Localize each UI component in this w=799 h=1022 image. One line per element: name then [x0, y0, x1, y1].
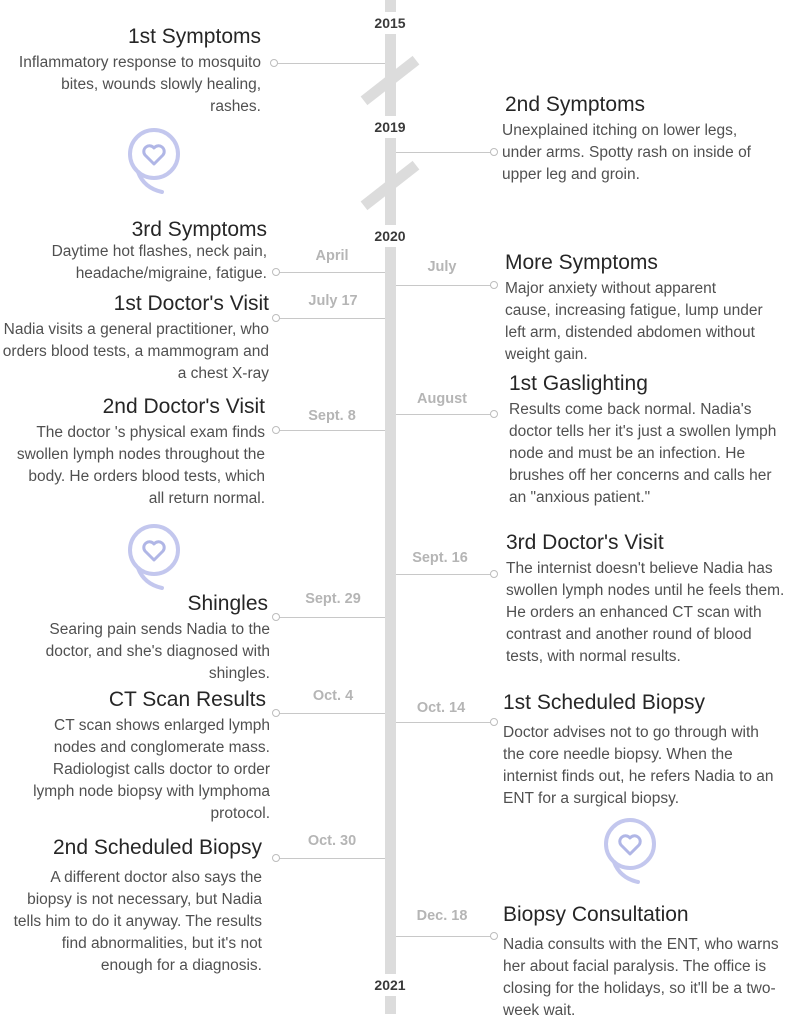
connector-dot [490, 281, 498, 289]
event-title: 3rd Doctor's Visit [506, 531, 664, 554]
event-2nd-symptoms [502, 92, 762, 186]
connector-dot [490, 932, 498, 940]
connector-dot [490, 570, 498, 578]
connector-line [396, 574, 492, 575]
event-date: Dec. 18 [416, 908, 468, 924]
year-label: 2021 [360, 974, 420, 996]
timeline-axis [385, 0, 396, 1014]
event-3rd-symptoms [7, 217, 267, 285]
event-title: 3rd Symptoms [131, 218, 267, 241]
event-description: Results come back normal. Nadia's doctor tells her it's just a swollen lymph node and must be an infection. He brushes off her concerns and calls her an "anxious patient." [509, 401, 777, 506]
event-date: August [417, 391, 467, 407]
connector-line [396, 722, 492, 723]
year-label: 2015 [360, 12, 420, 34]
connector-dot [272, 709, 280, 717]
year-label: 2019 [360, 116, 420, 138]
connector-line [278, 272, 385, 273]
connector-dot [490, 410, 498, 418]
connector-line [276, 63, 385, 64]
event-2nd-scheduled-biopsy [6, 835, 262, 977]
event-title: 1st Scheduled Biopsy [503, 691, 705, 714]
event-title: CT Scan Results [108, 688, 266, 711]
event-title: 2nd Symptoms [505, 93, 646, 116]
connector-line [278, 318, 385, 319]
connector-dot [272, 854, 280, 862]
event-date: Sept. 29 [305, 591, 361, 607]
event-2nd-doctors-visit [13, 394, 265, 510]
connector-dot [272, 613, 280, 621]
event-description: Daytime hot flashes, neck pain, headache/migraine, fatigue. [51, 243, 267, 282]
event-title: 1st Doctor's Visit [113, 292, 269, 315]
heart-bubble-icon [126, 126, 182, 194]
event-title: 2nd Scheduled Biopsy [53, 836, 262, 859]
event-title: 2nd Doctor's Visit [102, 395, 265, 418]
event-1st-scheduled-biopsy [503, 690, 779, 810]
connector-line [278, 430, 385, 431]
event-date: July 17 [308, 293, 358, 309]
event-description: Unexplained itching on lower legs, under arms. Spotty rash on inside of upper leg and groin. [502, 122, 751, 183]
event-title: More Symptoms [505, 251, 658, 274]
connector-line [396, 414, 492, 415]
event-title: Shingles [187, 592, 268, 615]
connector-line [278, 617, 385, 618]
event-title: 1st Symptoms [127, 25, 261, 48]
event-date: Oct. 4 [312, 688, 354, 704]
event-description: Major anxiety without apparent cause, increasing fatigue, lump under left arm, distended abdomen without weight gain. [505, 280, 763, 363]
event-date: Oct. 30 [307, 833, 357, 849]
connector-dot [272, 268, 280, 276]
event-description: Searing pain sends Nadia to the doctor, and she's diagnosed with shingles. [45, 621, 270, 682]
event-date: Sept. 16 [412, 550, 468, 566]
event-3rd-doctors-visit [506, 530, 786, 668]
heart-bubble-icon [126, 522, 182, 590]
event-title: 1st Gaslighting [509, 372, 648, 395]
connector-line [396, 936, 492, 937]
connector-dot [270, 59, 278, 67]
event-description: Inflammatory response to mosquito bites, wounds slowly healing, rashes. [18, 54, 261, 115]
connector-line [396, 285, 492, 286]
event-shingles [10, 591, 270, 685]
connector-line [396, 152, 492, 153]
event-description: The doctor 's physical exam finds swollen lymph nodes throughout the body. He orders blood tests, which all return normal. [16, 424, 265, 507]
event-biopsy-consultation [503, 902, 791, 1022]
event-description: Nadia visits a general practitioner, who orders blood tests, a mammogram and a chest X-ray [2, 321, 269, 382]
event-description: A different doctor also says the biopsy is not necessary, but Nadia tells him to do it anyway. The results find abnormalities, but it's not enough for a diagnosis. [13, 869, 262, 974]
event-1st-symptoms [11, 24, 261, 118]
event-date: Sept. 8 [308, 408, 356, 424]
event-description: Nadia consults with the ENT, who warns her about facial paralysis. The office is closing for the holidays, so it'll be a two-week wait. [503, 936, 779, 1019]
connector-line [278, 858, 385, 859]
event-description: Doctor advises not to go through with the core needle biopsy. When the internist finds out, he refers Nadia to an ENT for a surgical biopsy. [503, 724, 774, 807]
event-description: The internist doesn't believe Nadia has swollen lymph nodes until he feels them. He orders an enhanced CT scan with contrast and another round of blood tests, with normal results. [506, 560, 785, 665]
event-1st-gaslighting [509, 371, 787, 509]
event-date: April [315, 248, 349, 264]
connector-line [278, 713, 385, 714]
connector-dot [272, 314, 280, 322]
event-date: Oct. 14 [416, 700, 466, 716]
event-1st-doctors-visit [0, 291, 269, 385]
event-ct-scan-results [10, 687, 270, 825]
heart-bubble-icon [602, 816, 658, 884]
year-label: 2020 [360, 225, 420, 247]
event-title: Biopsy Consultation [503, 903, 689, 926]
event-date: July [427, 259, 457, 275]
connector-dot [490, 148, 498, 156]
connector-dot [490, 718, 498, 726]
event-description: CT scan shows enlarged lymph nodes and conglomerate mass. Radiologist calls doctor to order lymph node biopsy with lymphoma protocol. [33, 717, 270, 822]
connector-dot [272, 426, 280, 434]
event-more-symptoms [505, 250, 765, 366]
